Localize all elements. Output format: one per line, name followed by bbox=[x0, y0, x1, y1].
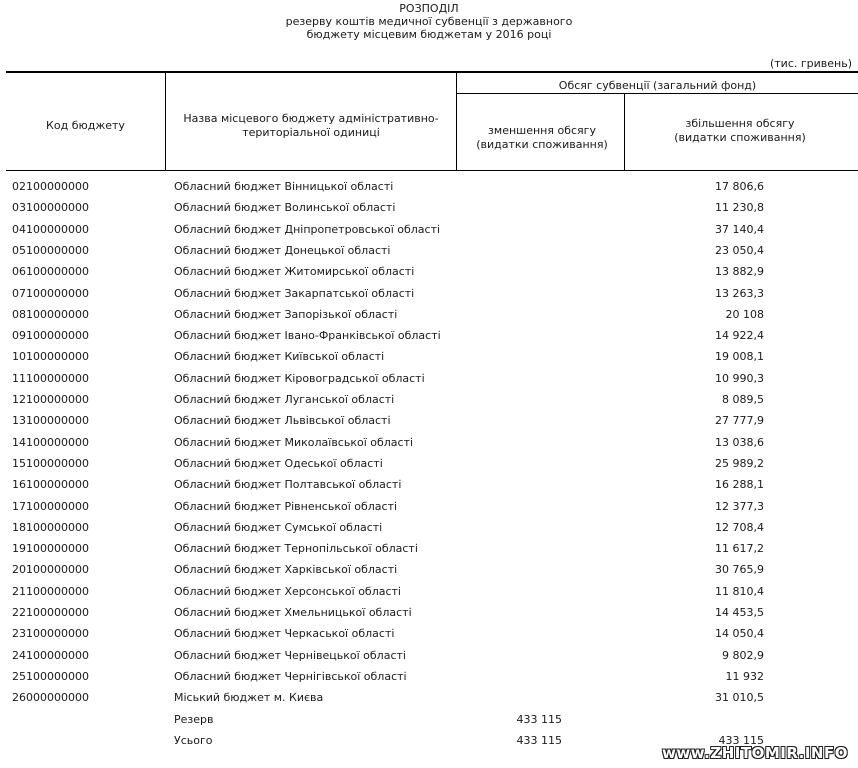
row-increase: 11 617,2 bbox=[715, 542, 764, 556]
row-increase: 19 008,1 bbox=[715, 350, 764, 364]
table-row bbox=[0, 201, 858, 222]
row-code: 23100000000 bbox=[12, 627, 89, 641]
row-increase: 13 882,9 bbox=[715, 265, 764, 279]
row-increase: 433 115 bbox=[718, 733, 764, 747]
row-code: 03100000000 bbox=[12, 201, 89, 215]
row-name: Обласний бюджет Львівської області bbox=[174, 414, 391, 428]
row-code: 11100000000 bbox=[12, 371, 89, 385]
row-code: 22100000000 bbox=[12, 606, 89, 619]
table-row bbox=[0, 393, 858, 414]
title-line-3: бюджету місцевим бюджетам у 2016 році bbox=[306, 28, 552, 41]
row-code: 12100000000 bbox=[12, 393, 89, 406]
row-increase: 10 990,3 bbox=[715, 371, 764, 385]
row-increase: 27 777,9 bbox=[715, 414, 764, 428]
header-top-border bbox=[6, 71, 858, 73]
table-row bbox=[0, 627, 858, 648]
row-code: 08100000000 bbox=[12, 307, 89, 321]
row-code: 18100000000 bbox=[12, 520, 89, 534]
row-name: Обласний бюджет Запорізької області bbox=[174, 307, 398, 321]
row-increase: 11 810,4 bbox=[715, 584, 764, 598]
row-increase: 14 922,4 bbox=[715, 329, 764, 343]
row-name: Обласний бюджет Рівненської області bbox=[174, 499, 398, 513]
row-increase: 11 932 bbox=[725, 669, 764, 683]
row-code: 06100000000 bbox=[12, 265, 89, 279]
row-code: 26000000000 bbox=[12, 691, 89, 705]
table-row bbox=[0, 223, 858, 244]
table-row bbox=[0, 350, 858, 371]
table-row bbox=[0, 457, 858, 478]
table-row bbox=[0, 287, 858, 308]
row-name: Міський бюджет м. Києва bbox=[174, 691, 324, 705]
row-name: Обласний бюджет Вінницької області bbox=[174, 180, 394, 193]
row-name: Обласний бюджет Київської області bbox=[174, 350, 385, 364]
table-row bbox=[0, 713, 858, 734]
row-name: Резерв bbox=[174, 712, 214, 726]
row-name: Обласний бюджет Кіровоградської області bbox=[174, 371, 425, 385]
row-name: Обласний бюджет Житомирської області bbox=[174, 265, 415, 279]
row-name: Обласний бюджет Херсонської області bbox=[174, 584, 401, 598]
table-row bbox=[0, 329, 858, 350]
row-code: 02100000000 bbox=[12, 180, 89, 193]
row-increase: 13 038,6 bbox=[715, 435, 764, 449]
row-name: Обласний бюджет Черкаської області bbox=[174, 627, 395, 641]
row-increase: 16 288,1 bbox=[715, 478, 764, 492]
row-code: 24100000000 bbox=[12, 648, 89, 662]
row-name: Обласний бюджет Миколаївської області bbox=[174, 435, 414, 449]
row-name: Обласний бюджет Івано-Франківської області bbox=[174, 329, 441, 343]
row-decrease: 433 115 bbox=[516, 733, 562, 747]
title-line-1: РОЗПОДІЛ bbox=[399, 2, 459, 15]
row-code: 16100000000 bbox=[12, 478, 89, 492]
row-increase: 37 140,4 bbox=[715, 222, 764, 236]
row-name: Обласний бюджет Волинської області bbox=[174, 201, 396, 215]
row-increase: 12 377,3 bbox=[715, 499, 764, 513]
table-row bbox=[0, 244, 858, 265]
site-watermark: www.ZHITOMIR.INFO bbox=[662, 744, 848, 762]
row-code: 15100000000 bbox=[12, 456, 89, 470]
row-increase: 12 708,4 bbox=[715, 520, 764, 534]
row-increase: 13 263,3 bbox=[715, 286, 764, 300]
table-row bbox=[0, 308, 858, 329]
header-bottom-border bbox=[6, 170, 858, 171]
row-name: Обласний бюджет Одеської області bbox=[174, 456, 383, 470]
header-col-divider-1 bbox=[165, 72, 166, 171]
row-name: Обласний бюджет Хмельницької області bbox=[174, 606, 412, 619]
row-code: 09100000000 bbox=[12, 329, 89, 343]
row-code: 19100000000 bbox=[12, 542, 89, 556]
row-code: 14100000000 bbox=[12, 435, 89, 449]
row-code: 05100000000 bbox=[12, 243, 89, 257]
row-code: 17100000000 bbox=[12, 499, 89, 513]
table-row bbox=[0, 478, 858, 499]
row-name: Обласний бюджет Чернігівської області bbox=[174, 669, 407, 683]
row-code: 04100000000 bbox=[12, 222, 89, 236]
row-name: Обласний бюджет Полтавської області bbox=[174, 478, 402, 492]
table-row bbox=[0, 670, 858, 691]
table-row bbox=[0, 542, 858, 563]
row-increase: 25 989,2 bbox=[715, 456, 764, 470]
header-decrease: зменшення обсягу (видатки споживання) bbox=[476, 124, 608, 151]
title-line-2: резерву коштів медичної субвенції з державного bbox=[285, 15, 573, 28]
table-row bbox=[0, 649, 858, 670]
row-code: 10100000000 bbox=[12, 350, 89, 364]
header-volume: Обсяг субвенції (загальний фонд) bbox=[558, 79, 757, 92]
row-code: 13100000000 bbox=[12, 414, 89, 428]
row-name: Обласний бюджет Харківської області bbox=[174, 563, 398, 577]
table-row bbox=[0, 372, 858, 393]
row-increase: 17 806,6 bbox=[715, 180, 764, 193]
table-row bbox=[0, 606, 858, 627]
header-col-divider-3 bbox=[624, 94, 625, 171]
row-name: Обласний бюджет Сумської області bbox=[174, 520, 383, 534]
row-increase: 9 802,9 bbox=[722, 648, 764, 662]
row-increase: 23 050,4 bbox=[715, 243, 764, 257]
row-increase: 31 010,5 bbox=[715, 691, 764, 705]
table-row bbox=[0, 436, 858, 457]
row-code: 25100000000 bbox=[12, 669, 89, 683]
table-row bbox=[0, 521, 858, 542]
row-increase: 11 230,8 bbox=[715, 201, 764, 215]
header-code: Код бюджету bbox=[46, 119, 125, 132]
row-increase: 8 089,5 bbox=[722, 393, 764, 406]
row-name: Усього bbox=[174, 733, 213, 747]
row-increase: 14 050,4 bbox=[715, 627, 764, 641]
table-row bbox=[0, 414, 858, 435]
row-name: Обласний бюджет Луганської області bbox=[174, 393, 395, 406]
table-row bbox=[0, 180, 858, 201]
row-increase: 20 108 bbox=[725, 307, 764, 321]
table-row bbox=[0, 265, 858, 286]
row-code: 21100000000 bbox=[12, 584, 89, 598]
row-name: Обласний бюджет Чернівецької області bbox=[174, 648, 406, 662]
row-increase: 14 453,5 bbox=[715, 606, 764, 619]
row-name: Обласний бюджет Дніпропетровської області bbox=[174, 222, 441, 236]
row-name: Обласний бюджет Тернопільської області bbox=[174, 542, 418, 556]
row-code: 20100000000 bbox=[12, 563, 89, 577]
row-code: 07100000000 bbox=[12, 286, 89, 300]
row-name: Обласний бюджет Донецької області bbox=[174, 243, 391, 257]
header-name: Назва місцевого бюджету адміністративно-територіальної одиниці bbox=[183, 112, 439, 139]
table-row bbox=[0, 691, 858, 712]
units-label: (тис. гривень) bbox=[769, 57, 852, 70]
header-increase: збільшення обсягу (видатки споживання) bbox=[674, 117, 806, 144]
row-increase: 30 765,9 bbox=[715, 563, 764, 577]
row-name: Обласний бюджет Закарпатської області bbox=[174, 286, 415, 300]
table-row bbox=[0, 500, 858, 521]
row-decrease: 433 115 bbox=[516, 712, 562, 726]
volume-divider bbox=[456, 93, 858, 94]
table-row bbox=[0, 585, 858, 606]
table-row bbox=[0, 563, 858, 584]
